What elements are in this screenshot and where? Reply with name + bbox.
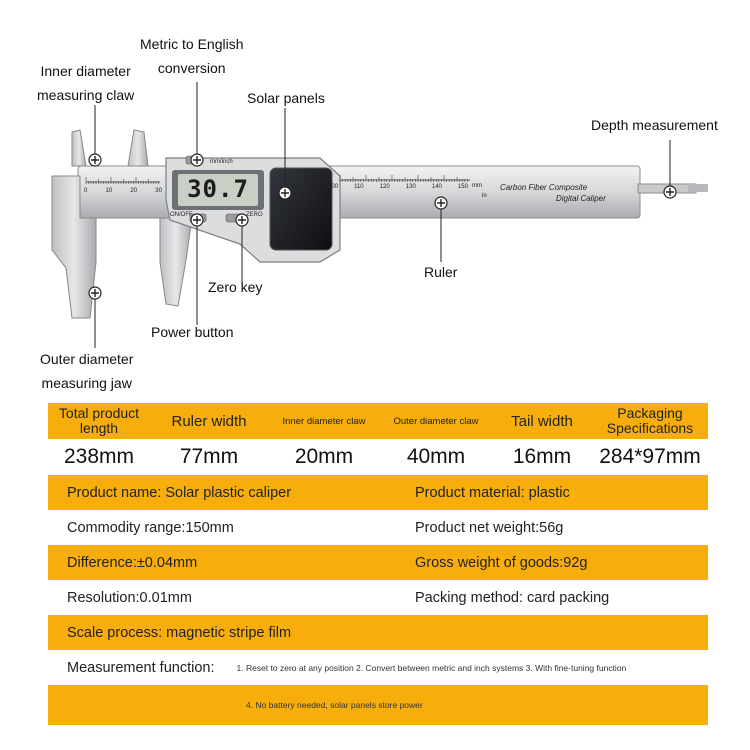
ruler-beam bbox=[78, 166, 640, 218]
inner-claw-sliding bbox=[128, 130, 148, 166]
header-tail-width: Tail width bbox=[511, 412, 573, 430]
solar-panel bbox=[270, 168, 332, 250]
value-length: 238mm bbox=[63, 445, 135, 468]
value-inner-claw: 20mm bbox=[294, 445, 354, 468]
spec-row-name bbox=[48, 475, 708, 510]
callout-metric-line2: conversion bbox=[157, 60, 226, 76]
commodity-range: Commodity range:150mm bbox=[67, 519, 234, 536]
callout-inner-line2: measuring claw bbox=[37, 87, 135, 103]
callout-ruler: Ruler bbox=[424, 264, 458, 280]
on-off-label: ON/OFF bbox=[170, 212, 193, 218]
header-outer-claw: Outer diameter claw bbox=[393, 415, 479, 427]
brand-line-1: Carbon Fiber Composite bbox=[500, 183, 588, 192]
ruler-tick-label: 130 bbox=[405, 184, 416, 190]
spec-header-row bbox=[48, 403, 708, 439]
spec-row-resolution bbox=[48, 580, 708, 615]
ruler-tick-label: 120 bbox=[379, 184, 390, 190]
net-weight: Product net weight:56g bbox=[415, 519, 564, 536]
function-text: 1. Reset to zero at any position 2. Convert between metric and inch systems 3. With fine-tuning function bbox=[236, 662, 627, 673]
jaw-tick-label: 20 bbox=[130, 188, 138, 194]
ruler-in-label: in bbox=[482, 193, 487, 199]
spec-row-function-2 bbox=[48, 685, 708, 725]
spec-value-row bbox=[48, 439, 708, 475]
spec-row-difference bbox=[48, 545, 708, 580]
value-outer-claw: 40mm bbox=[406, 445, 466, 468]
inner-claw-fixed bbox=[72, 130, 86, 166]
difference: Difference:±0.04mm bbox=[67, 554, 198, 571]
outer-jaw-sliding bbox=[160, 218, 192, 306]
callout-outer-jaw bbox=[40, 347, 133, 395]
spec-row-range bbox=[48, 510, 708, 545]
callout-inner-claw bbox=[37, 59, 134, 107]
ruler-tick-label: 110 bbox=[354, 184, 364, 190]
spec-row-scale bbox=[48, 615, 708, 650]
packing-method: Packing method: card packing bbox=[415, 589, 610, 606]
callout-zero-key: Zero key bbox=[208, 279, 263, 295]
callout-inner-line1: Inner diameter bbox=[40, 63, 131, 79]
jaw-numbers bbox=[84, 188, 162, 194]
product-material: Product material: plastic bbox=[415, 484, 570, 501]
callout-depth: Depth measurement bbox=[591, 117, 718, 133]
lcd-readout: 30.7 bbox=[187, 175, 249, 203]
callout-metric-english bbox=[140, 32, 243, 80]
ruler-tick-label: 100 bbox=[328, 184, 339, 190]
spec-table bbox=[48, 403, 708, 725]
value-tail-width: 16mm bbox=[512, 445, 572, 468]
jaw-tick-label: 0 bbox=[84, 188, 88, 194]
function-text-2: 4. No battery needed, solar panels store power bbox=[246, 700, 423, 710]
function-label: Measurement function: bbox=[67, 659, 215, 676]
resolution: Resolution:0.01mm bbox=[67, 589, 192, 606]
unit-key-label: mm/inch bbox=[210, 159, 233, 165]
gross-weight: Gross weight of goods:92g bbox=[415, 554, 588, 571]
jaw-tick-label: 10 bbox=[105, 188, 113, 194]
value-packaging: 284*97mm bbox=[599, 445, 701, 468]
header-packaging: Packaging Specifications bbox=[606, 405, 694, 436]
value-ruler-width: 77mm bbox=[179, 445, 239, 468]
header-inner-claw: Inner diameter claw bbox=[282, 415, 366, 427]
ruler-mm-label: mm bbox=[472, 183, 482, 189]
callout-power-button: Power button bbox=[151, 324, 234, 340]
brand-line-2: Digital Caliper bbox=[556, 194, 606, 203]
ruler-tick-label: 150 bbox=[457, 184, 468, 190]
callout-solar-panels: Solar panels bbox=[247, 90, 325, 106]
callout-outer-line2: measuring jaw bbox=[41, 375, 132, 391]
spec-row-function bbox=[48, 650, 708, 685]
product-name: Product name: Solar plastic caliper bbox=[67, 484, 292, 501]
jaw-tick-label: 30 bbox=[155, 188, 162, 194]
ruler-tick-label: 140 bbox=[431, 184, 442, 190]
zero-key-label: ZERO bbox=[246, 212, 263, 218]
callout-outer-line1: Outer diameter bbox=[40, 351, 134, 367]
header-length: Total product length bbox=[58, 405, 140, 436]
scale-process: Scale process: magnetic stripe film bbox=[67, 624, 292, 641]
callout-metric-line1: Metric to English bbox=[140, 36, 244, 52]
ruler-numbers bbox=[328, 184, 468, 190]
header-ruler-width: Ruler width bbox=[171, 412, 247, 430]
